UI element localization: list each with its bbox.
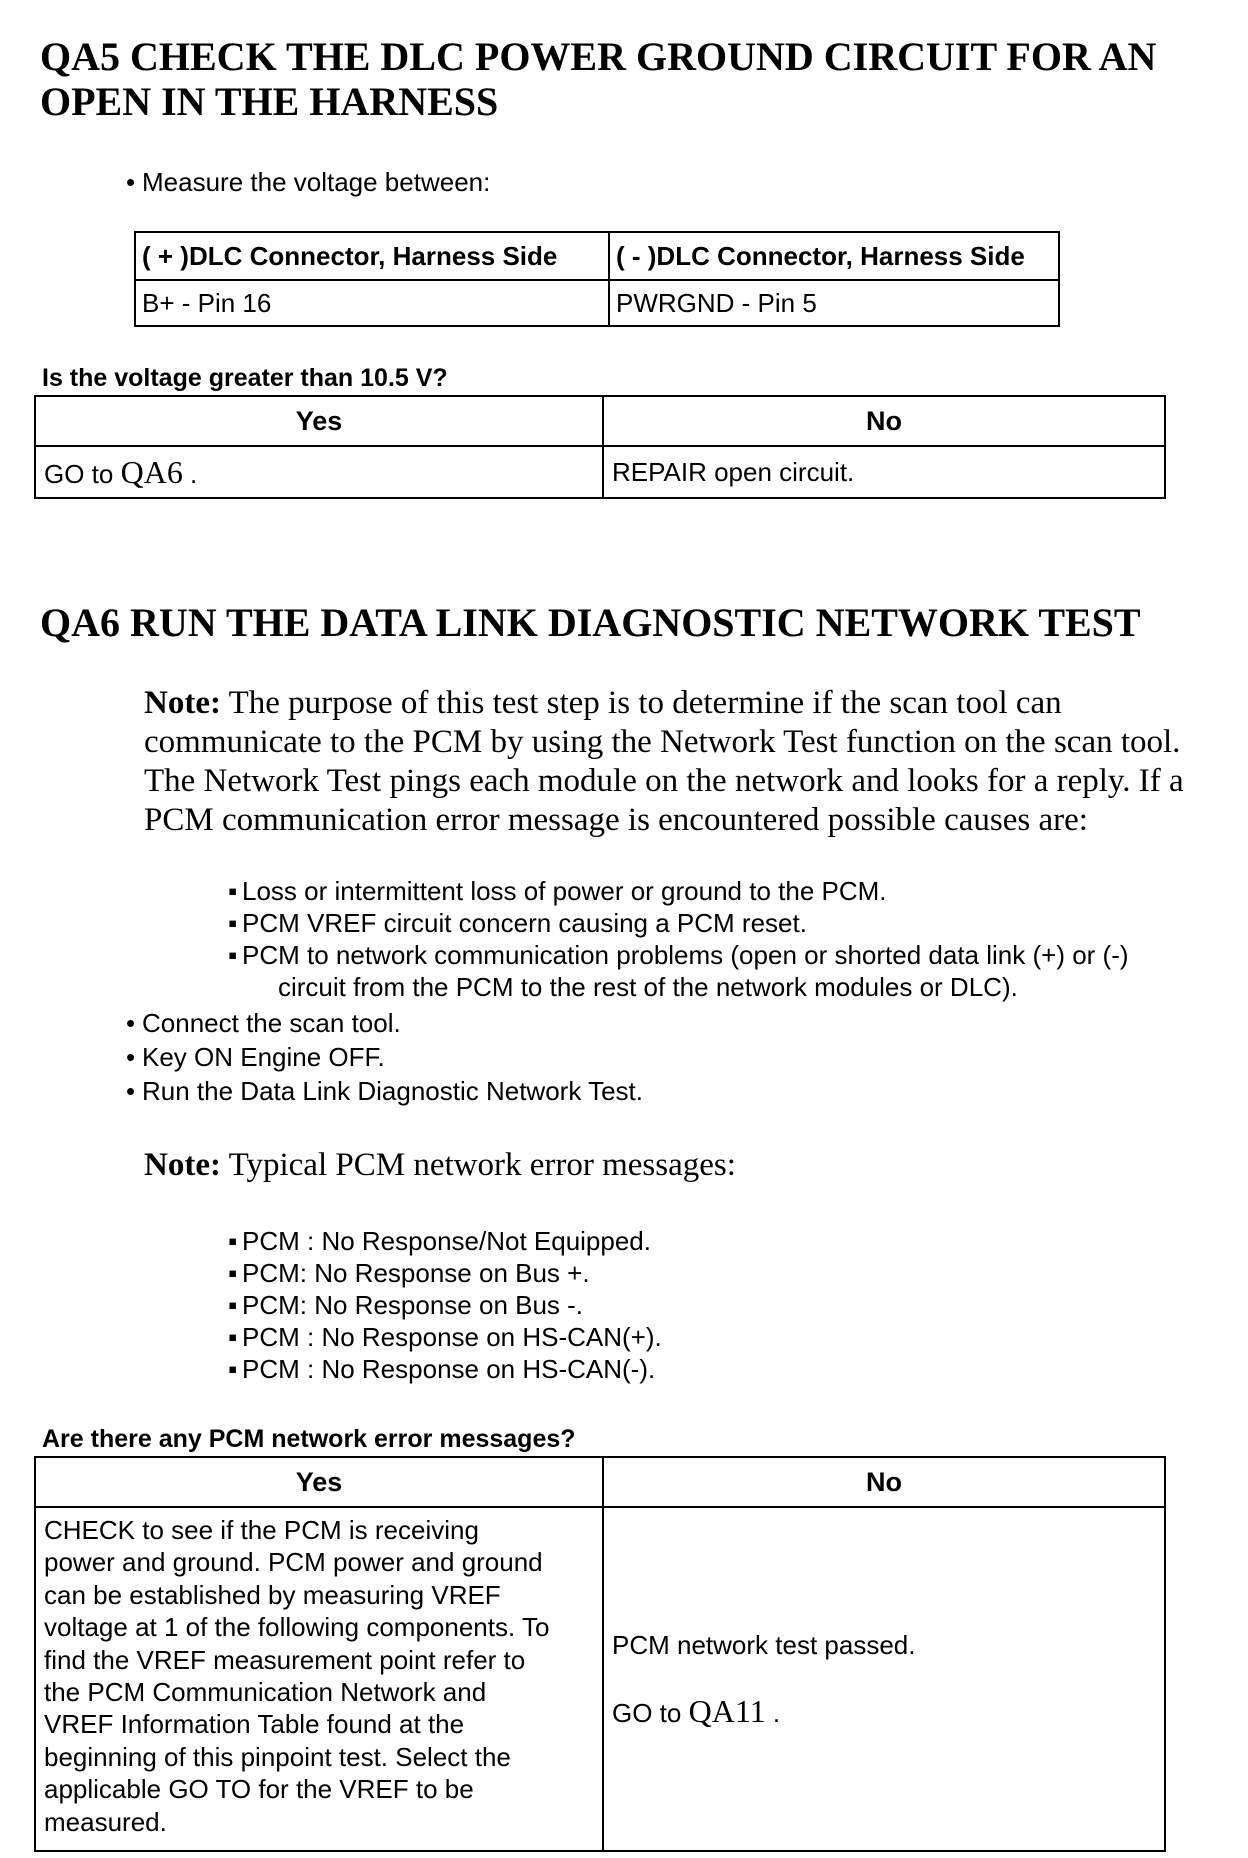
error-message-item: ▪ PCM: No Response on Bus +.: [228, 1258, 590, 1288]
qa6-title: QA6 RUN THE DATA LINK DIAGNOSTIC NETWORK TEST: [40, 600, 1141, 645]
qa6-note-messages: Note: Typical PCM network error messages:: [144, 1147, 736, 1183]
bullet-dot-icon: •: [126, 1076, 136, 1106]
qa5-title-line1: QA5 CHECK THE DLC POWER GROUND CIRCUIT FOR AN: [40, 34, 1157, 79]
qa6-no-result: PCM network test passed.: [612, 1630, 916, 1660]
qa6-result-table: [34, 1456, 1166, 1852]
positive-lead-header: ( + )DLC Connector, Harness Side: [135, 232, 609, 280]
qa5-yes-cell: GO to QA6 .: [35, 446, 603, 498]
measurement-table-header: [135, 232, 1059, 280]
qa5-result-table: [34, 395, 1166, 499]
qa6-yes-header: Yes: [35, 1457, 603, 1507]
qa6-note-purpose: Note: The purpose of this test step is to determine if the scan tool can communicate to the PCM by using the Network Test function on the scan tool. The Network Test pings each module on the network and looks for a reply. If a PCM communication error message is encountered possible causes are:: [144, 685, 1184, 838]
qa5-result-header: [35, 396, 1165, 446]
qa5-no-cell: REPAIR open circuit.: [603, 446, 1165, 498]
bullet-dot-icon: •: [126, 1042, 136, 1072]
goto-qa11-link[interactable]: QA11: [688, 1693, 766, 1729]
step-item: • Run the Data Link Diagnostic Network Test.: [126, 1076, 643, 1106]
bullet-dot-icon: •: [126, 1008, 136, 1038]
note-label: Note:: [144, 685, 221, 721]
qa6-no-header: No: [603, 1457, 1165, 1507]
bullet-dot-icon: •: [126, 167, 136, 197]
measurement-table: [134, 231, 1060, 327]
error-message-item: ▪ PCM: No Response on Bus -.: [228, 1290, 584, 1320]
cause-item-continued: circuit from the PCM to the rest of the network modules or DLC).: [278, 972, 1018, 1002]
positive-lead-value: B+ - Pin 16: [135, 280, 609, 326]
negative-lead-value: PWRGND - Pin 5: [609, 280, 1059, 326]
cause-item: ▪ Loss or intermittent loss of power or ground to the PCM.: [228, 876, 887, 906]
qa5-result-row: [35, 446, 1165, 498]
measurement-table-row: [135, 280, 1059, 326]
step-item: • Connect the scan tool.: [126, 1008, 401, 1038]
qa5-title: [40, 34, 1156, 124]
qa5-title-line2: OPEN IN THE HARNESS: [40, 79, 499, 124]
negative-lead-header: ( - )DLC Connector, Harness Side: [609, 232, 1059, 280]
error-message-item: ▪ PCM : No Response on HS-CAN(+).: [228, 1322, 662, 1352]
qa5-question: Is the voltage greater than 10.5 V?: [42, 364, 448, 392]
qa5-yes-header: Yes: [35, 396, 603, 446]
error-message-item: ▪ PCM : No Response on HS-CAN(-).: [228, 1354, 656, 1384]
cause-item: ▪ PCM VREF circuit concern causing a PCM reset.: [228, 908, 807, 938]
qa6-result-row: [35, 1507, 1165, 1851]
error-message-item: ▪ PCM : No Response/Not Equipped.: [228, 1226, 651, 1256]
qa5-instruction: • Measure the voltage between:: [126, 167, 491, 197]
qa6-result-header: [35, 1457, 1165, 1507]
cause-item: ▪ PCM to network communication problems (open or shorted data link (+) or (-): [228, 940, 1129, 970]
qa5-no-header: No: [603, 396, 1165, 446]
qa6-question: Are there any PCM network error messages?: [42, 1425, 576, 1453]
goto-qa6-link[interactable]: QA6: [120, 453, 183, 490]
qa6-no-cell: [603, 1507, 1165, 1851]
qa6-no-goto: GO to QA11 .: [612, 1693, 781, 1729]
qa6-yes-cell: CHECK to see if the PCM is receiving power and ground. PCM power and ground can be established by measuring VREF voltage at 1 of the following components. To find the VREF measurement point refer to the PCM Communication Network and VREF Information Table found at the beginning of this pinpoint test. Select the applicable GO TO for the VREF to be measured.: [35, 1507, 603, 1851]
note-label: Note:: [144, 1147, 221, 1183]
step-item: • Key ON Engine OFF.: [126, 1042, 385, 1072]
